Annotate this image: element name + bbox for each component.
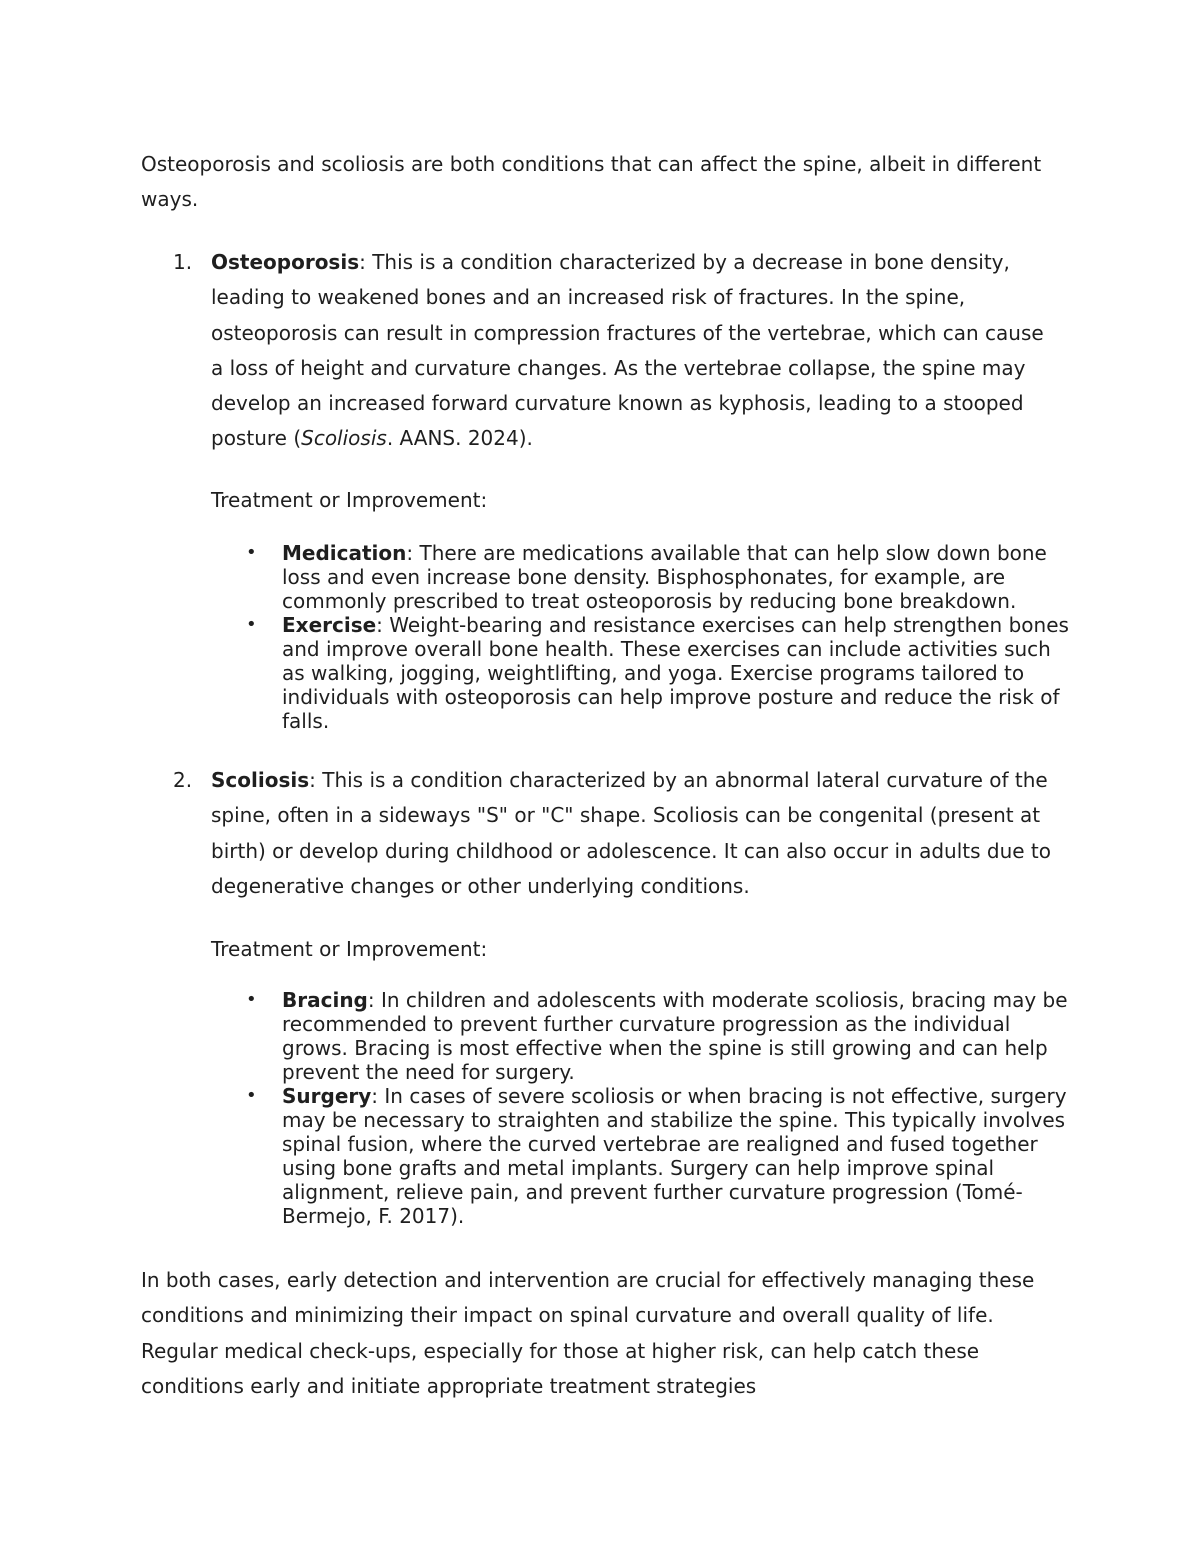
bullet-icon: •: [246, 542, 257, 563]
treatment-label: Treatment or Improvement:: [211, 488, 488, 512]
list-item-scoliosis: [173, 763, 1061, 904]
treatment-list-osteoporosis: [246, 541, 1072, 733]
bullet-medication: [246, 541, 1072, 613]
list-number: 1.: [173, 250, 193, 274]
term-exercise: Exercise: [282, 613, 377, 637]
medication-description: : There are medications available that can help slow down bone loss and even increase bone density. Bisphosphonates, for example, are commonly prescribed to treat osteoporosis by reducing bone breakdown.: [282, 541, 1047, 613]
term-medication: Medication: [282, 541, 407, 565]
list-item-osteoporosis: [173, 245, 1061, 457]
bullet-icon: •: [246, 1085, 257, 1106]
scoliosis-description: : This is a condition characterized by an abnormal lateral curvature of the spine, often in a sideways "S" or "C" shape. Scoliosis can be congenital (present at birth) or develop during childhood or adolescence. It can also occur in adults due to degenerative changes or other underlying conditions.: [211, 768, 1051, 898]
exercise-description: : Weight-bearing and resistance exercises can help strengthen bones and improve overall bone health. These exercises can include activities such as walking, jogging, weightlifting, and yoga. Exercise programs tailored to individuals with osteoporosis can help improve posture and reduce the risk of falls.: [282, 613, 1069, 733]
bullet-bracing: [246, 988, 1072, 1084]
bullet-icon: •: [246, 614, 257, 635]
treatment-list-scoliosis: [246, 988, 1072, 1228]
bullet-surgery: [246, 1084, 1072, 1228]
conclusion-paragraph: In both cases, early detection and intervention are crucial for effectively managing these conditions and minimizing their impact on spinal curvature and overall quality of life. Regular medical check-ups, especially for those at higher risk, can help catch these conditions early and initiate appropriate treatment strategies: [141, 1268, 1035, 1398]
treatment-label: Treatment or Improvement:: [211, 937, 488, 961]
bullet-icon: •: [246, 989, 257, 1010]
term-surgery: Surgery: [282, 1084, 372, 1108]
intro-paragraph: Osteoporosis and scoliosis are both conditions that can affect the spine, albeit in different ways.: [141, 152, 1042, 212]
bracing-description: : In children and adolescents with moderate scoliosis, bracing may be recommended to prevent further curvature progression as the individual grows. Bracing is most effective when the spine is still growing and can help prevent the need for surgery.: [282, 988, 1068, 1084]
term-osteoporosis: Osteoporosis: [211, 250, 360, 274]
surgery-description: : In cases of severe scoliosis or when bracing is not effective, surgery may be necessary to straighten and stabilize the spine. This typically involves spinal fusion, where the curved vertebrae are realigned and fused together using bone grafts and metal implants. Surgery can help improve spinal alignment, relieve pain, and prevent further curvature progression (Tomé-Bermejo, F. 2017).: [282, 1084, 1067, 1228]
osteoporosis-description: : This is a condition characterized by a decrease in bone density, leading to weakened bones and an increased risk of fractures. In the spine, osteoporosis can result in compression fractures of the vertebrae, which can cause a loss of height and curvature changes. As the vertebrae collapse, the spine may develop an increased forward curvature known as kyphosis, leading to a stooped posture (: [211, 250, 1044, 451]
list-number: 2.: [173, 768, 193, 792]
bullet-exercise: [246, 613, 1072, 733]
term-scoliosis: Scoliosis: [211, 768, 310, 792]
citation-title: Scoliosis: [301, 426, 387, 451]
term-bracing: Bracing: [282, 988, 368, 1012]
citation-rest: . AANS. 2024).: [386, 426, 533, 451]
